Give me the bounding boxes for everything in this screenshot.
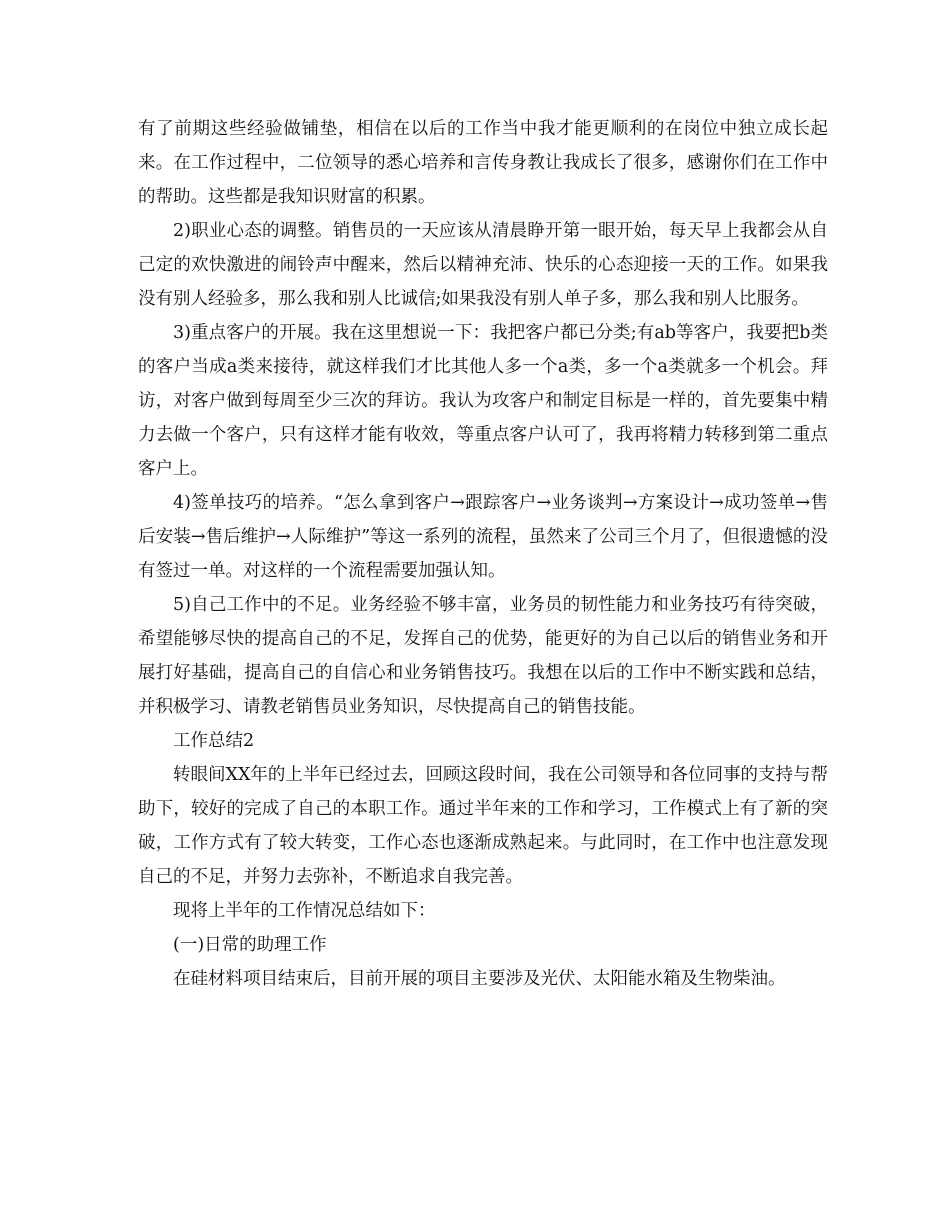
- paragraph-half-year-review: 转眼间XX年的上半年已经过去，回顾这段时间，我在公司领导和各位同事的支持与帮助下，较好的完成了自己的本职工作。通过半年来的工作和学习，工作模式上有了新的突破，工作方式有了较大转变，工作心态也逐渐成熟起来。与此同时，在工作中也注意发现自己的不足，并努力去弥补，不断追求自我完善。: [138, 765, 828, 887]
- paragraph-shortcomings: 5)自己工作中的不足。业务经验不够丰富，业务员的韧性能力和业务技巧有待突破，希望能够尽快的提高自己的不足，发挥自己的优势，能更好的为自己以后的销售业务和开展打好基础，提高自己的自信心和业务销售技巧。我想在以后的工作中不断实践和总结，并积极学习、请教老销售员业务知识，尽快提高自己的销售技能。: [138, 595, 828, 717]
- paragraph-career-mindset: 2)职业心态的调整。销售员的一天应该从清晨睁开第一眼开始，每天早上我都会从自己定的欢快激进的闹铃声中醒来，然后以精神充沛、快乐的心态迎接一天的工作。如果我没有别人经验多，那么我和别人比诚信;如果我没有别人单子多，那么我和别人比服务。: [138, 221, 828, 309]
- paragraph-projects: 在硅材料项目结束后，目前开展的项目主要涉及光伏、太阳能水箱及生物柴油。: [173, 969, 786, 989]
- paragraph-signing-skills: 4)签单技巧的培养。“怎么拿到客户→跟踪客户→业务谈判→方案设计→成功签单→售后安装→售后维护→人际维护”等这一系列的流程，虽然来了公司三个月了，但很遗憾的没有签过一单。对这样的一个流程需要加强认知。: [138, 493, 828, 581]
- section-heading-summary-2: 工作总结2: [173, 731, 255, 751]
- subheading-daily-assistant-work: (一)日常的助理工作: [173, 935, 327, 955]
- paragraph-continuation: 有了前期这些经验做铺垫，相信在以后的工作当中我才能更顺利的在岗位中独立成长起来。在工作过程中，二位领导的悉心培养和言传身教让我成长了很多，感谢你们在工作中的帮助。这些都是我知识财富的积累。: [138, 119, 828, 207]
- paragraph-key-clients: 3)重点客户的开展。我在这里想说一下：我把客户都已分类;有ab等客户，我要把b类的客户当成a类来接待，就这样我们才比其他人多一个a类，多一个a类就多一个机会。拜访，对客户做到每周至少三次的拜访。我认为攻客户和制定目标是一样的，首先要集中精力去做一个客户，只有这样才能有收效，等重点客户认可了，我再将精力转移到第二重点客户上。: [138, 323, 828, 479]
- paragraph-summary-intro: 现将上半年的工作情况总结如下：: [173, 901, 436, 921]
- document-body: [138, 112, 828, 996]
